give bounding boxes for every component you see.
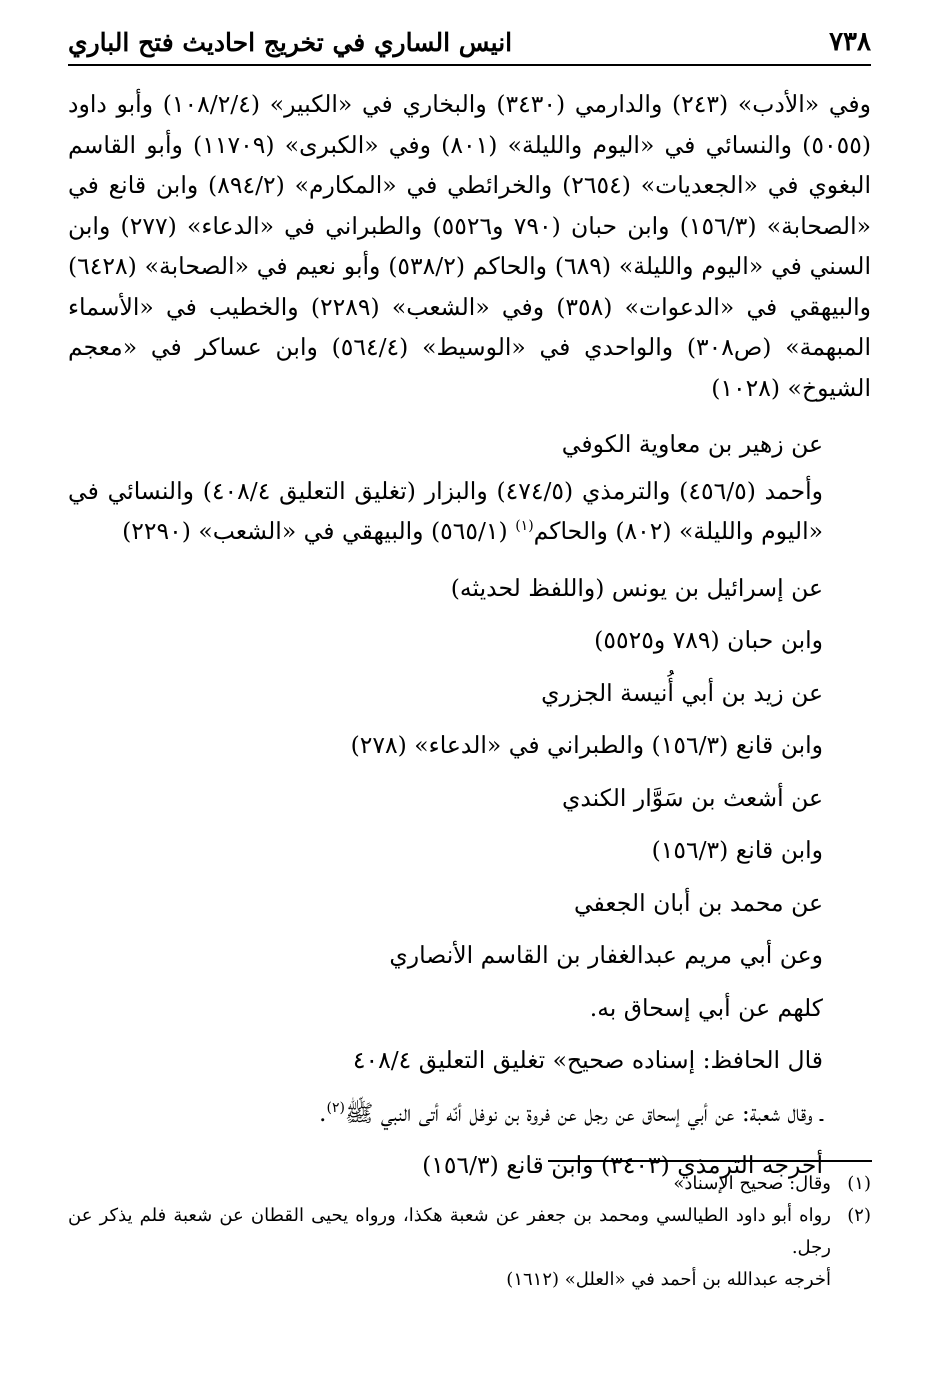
footnote-number: (٢) (847, 1205, 871, 1226)
text-line: وابن قانع (١٥٦/٣) (651, 836, 823, 864)
footnote-divider (548, 1160, 872, 1162)
running-title: انيس الساري في تخريج احاديث فتح الباري (68, 27, 513, 57)
page-header (68, 22, 871, 62)
text-line: وابن قانع (١٥٦/٣) والطبراني في «الدعاء» (٢٧٨) (350, 731, 823, 759)
text-line (68, 1087, 871, 1140)
paragraph-takhrij-1: وفي «الأدب» (٢٤٣) والدارمي (٣٤٣٠) والبخاري في «الكبير» (١٠٨/٢/٤) وأبو داود (٥٠٥٥) والنسائي في «اليوم والليلة» (٨٠١) وفي «الكبرى» (١١٧٠٩) وأبو القاسم البغوي في «الجعديات» (٢٦٥٤) والخرائطي في «المكارم» (٨٩٤/٢) وابن قانع في «الصحابة» (١٥٦/٣) وابن حبان (٧٩٠ و٥٥٢٦) والطبراني في «الدعاء» (٢٧٧) وابن السني في «اليوم والليلة» (٦٨٩) والحاكم (٥٣٨/٢) وأبو نعيم في «الصحابة» (٦٤٢٨) والبيهقي في «الدعوات» (٣٥٨) وفي «الشعب» (٢٢٨٩) والخطيب في «الأسماء المبهمة» (ص٣٠٨) والواحدي في «الوسيط» (٥٦٤/٤) وابن عساكر في «معجم الشيوخ» (١٠٢٨) (68, 90, 872, 402)
footnote-2-continuation: أخرجه عبدالله بن أحمد في «العلل» (١٦١٢) (506, 1269, 831, 1290)
footnote-ref-2[interactable]: (٢) (326, 1099, 345, 1116)
main-text (68, 84, 871, 1192)
text-line: عن أشعث بن سَوَّار الكندي (561, 783, 823, 812)
header-divider (68, 64, 871, 66)
footnote-1 (68, 1168, 871, 1200)
text-line: عن إسرائيل بن يونس (واللفظ لحديثه) (450, 573, 823, 602)
page-number: ٧٣٨ (829, 27, 871, 57)
text-line: عن محمد بن أبان الجعفي (573, 888, 823, 917)
line-text: ـ وقال شعبة: عن أبي إسحاق عن رجل عن فروة بن نوفل أنّه أتى النبي ﷺ (344, 1098, 823, 1127)
text-line: وعن أبي مريم عبدالغفار بن القاسم الأنصاري (389, 941, 823, 969)
footnotes (68, 1168, 871, 1296)
paragraph-takhrij-2 (68, 471, 871, 552)
text-line: عن زيد بن أبي أُنيسة الجزري (541, 678, 823, 707)
footnote-2 (68, 1200, 871, 1264)
paragraph-text: (٥٦٥/١) والبيهقي في «الشعب» (٢٢٩٠) (122, 517, 516, 545)
paragraph-text: وأحمد (٤٥٦/٥) والترمذي (٤٧٤/٥) والبزار (تغليق التعليق ٤٠٨/٤) والنسائي في «اليوم والليلة» (٨٠٢) والحاكم (68, 476, 823, 545)
text-line: قال الحافظ: إسناده صحيح» تغليق التعليق ٤٠٨/٤ (352, 1046, 823, 1074)
footnote-text: وقال: صحيح الإسناد» (673, 1173, 831, 1194)
footnote-number: (١) (847, 1173, 871, 1194)
line-end: . (319, 1098, 327, 1127)
footnote-text: رواه أبو داود الطيالسي ومحمد بن جعفر عن شعبة هكذا، ورواه يحيى القطان عن شعبة فلم يذكر عن رجل. (68, 1205, 831, 1258)
text-line: عن زهير بن معاوية الكوفي (561, 430, 823, 458)
text-line: أخرجه الترمذي (٣٤٠٣) وابن قانع (١٥٦/٣) (422, 1151, 823, 1179)
text-line: وابن حبان (٧٨٩ و٥٥٢٥) (594, 626, 823, 654)
text-line: كلهم عن أبي إسحاق به. (589, 993, 823, 1022)
footnote-ref-1[interactable]: (١) (515, 518, 534, 535)
